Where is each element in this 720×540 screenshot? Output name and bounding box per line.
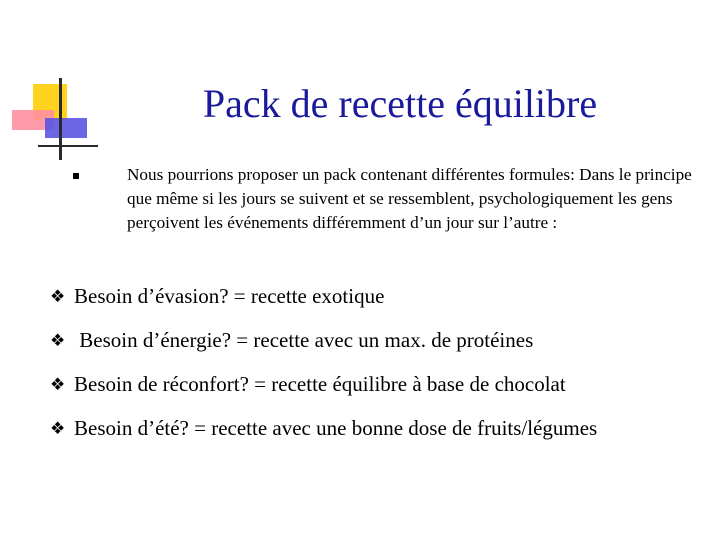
list-item bbox=[50, 275, 710, 317]
deco-blue-square bbox=[45, 118, 87, 138]
bullet-list bbox=[50, 275, 710, 451]
decorative-squares-logo bbox=[0, 0, 110, 170]
intro-text: Nous pourrions proposer un pack contenant différentes formules: Dans le principe que même si les jours se suivent et se ressemblent, psychologiquement les gens perçoivent les événements différemment d’un jour sur l’autre : bbox=[127, 165, 692, 232]
deco-vertical-line bbox=[59, 78, 62, 160]
list-item-text: Besoin d’énergie? = recette avec un max. de protéines bbox=[74, 327, 534, 352]
deco-horizontal-line bbox=[38, 145, 98, 147]
diamond-bullet-icon: ❖ bbox=[50, 286, 66, 306]
list-item-text: Besoin d’été? = recette avec une bonne dose de fruits/légumes bbox=[74, 415, 598, 440]
diamond-bullet-icon: ❖ bbox=[50, 418, 66, 438]
slide-title: Pack de recette équilibre bbox=[202, 81, 598, 126]
list-item bbox=[50, 319, 710, 361]
list-item-text: Besoin de réconfort? = recette équilibre à base de chocolat bbox=[74, 371, 566, 396]
diamond-bullet-icon: ❖ bbox=[50, 330, 66, 350]
list-item bbox=[50, 363, 710, 405]
list-item-text: Besoin d’évasion? = recette exotique bbox=[74, 283, 385, 308]
square-bullet-icon bbox=[73, 173, 79, 179]
diamond-bullet-icon: ❖ bbox=[50, 374, 66, 394]
list-item bbox=[50, 407, 710, 449]
